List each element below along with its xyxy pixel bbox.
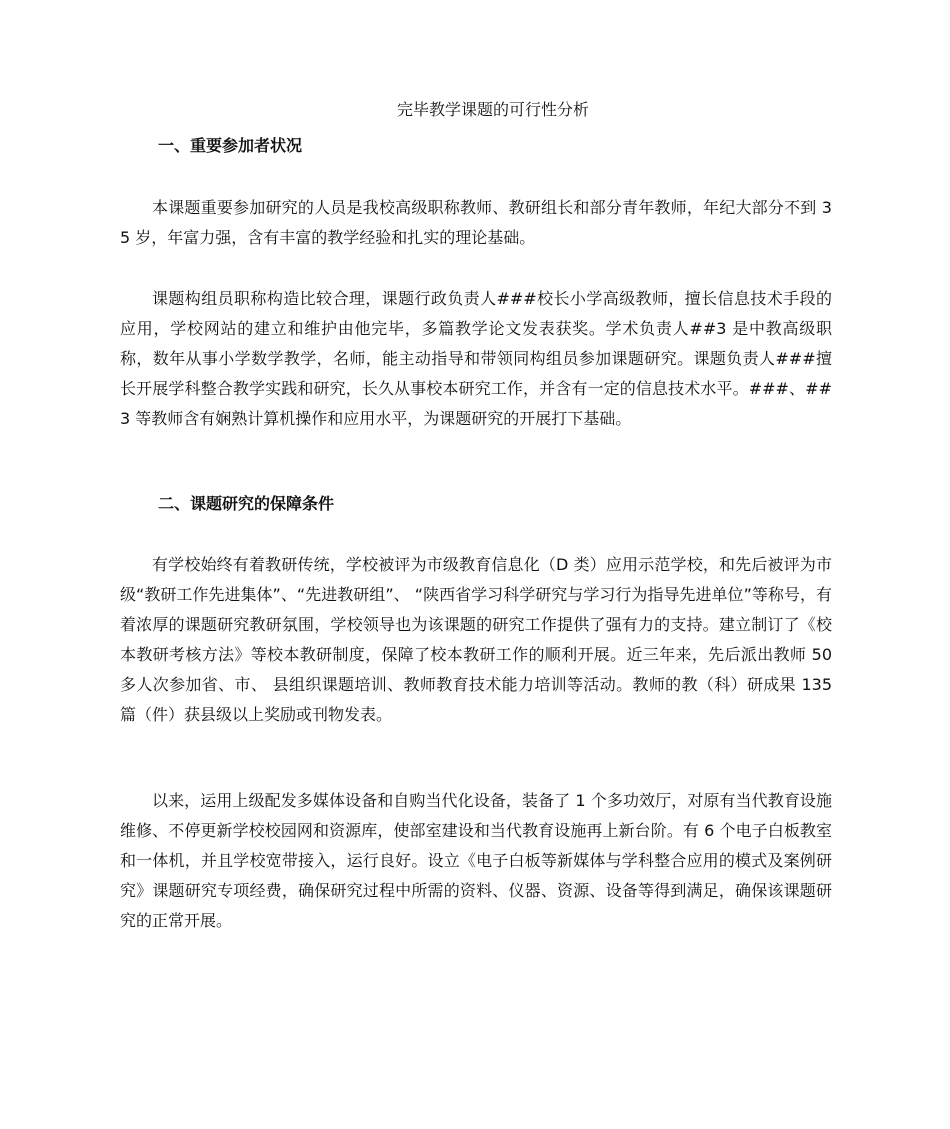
section-heading-participants: 一、重要参加者状况 [158,136,303,155]
paragraph-participants-structure: 课题构组员职称构造比较合理，课题行政负责人###校长小学高级教师，擅长信息技术手段的应用，学校网站的建立和维护由他完毕，多篇教学论文发表获奖。学术负责人##3 是中教高级职称，数年从事小学数学教学，名师，能主动指导和带领同构组员参加课题研究。课题负责人###擅长开展学科整合教学实践和研究，长久从事校本研究工作，并含有一定的信息技术水平。###、##3 等教师含有娴熟计算机操作和应用水平，为课题研究的开展打下基础。 [120,289,832,428]
paragraph-equipment-funding: 以来，运用上级配发多媒体设备和自购当代化设备，装备了 1 个多功效厅，对原有当代教育设施维修、不停更新学校校园网和资源库，使部室建设和当代教育设施再上新台阶。有 6 个电子白板教室和一体机，并且学校宽带接入，运行良好。设立《电子白板等新媒体与学科整合应用的模式及案例研究》课题研究专项经费，确保研究过程中所需的资料、仪器、资源、设备等得到满足，确保该课题研究的正常开展。 [120,791,832,930]
paragraph-participants-overview: 本课题重要参加研究的人员是我校高级职称教师、教研组长和部分青年教师，年纪大部分不到 35 岁，年富力强，含有丰富的教学经验和扎实的理论基础。 [120,198,832,247]
document-title: 完毕教学课题的可行性分析 [396,100,589,119]
paragraph-research-tradition: 有学校始终有着教研传统，学校被评为市级教育信息化（D 类）应用示范学校，和先后被评为市级“教研工作先进集体”、“先进教研组”、 “陕西省学习科学研究与学习行为指导先进单位”等称号，有着浓厚的课题研究教研氛围，学校领导也为该课题的研究工作提供了强有力的支持。建立制订了《校本教研考核方法》等校本教研制度，保障了校本教研工作的顺利开展。近三年来，先后派出教师 50 多人次参加省、市、 县组织课题培训、教师教育技术能力培训等活动。教师的教（科）研成果 135 篇（件）获县级以上奖励或刊物发表。 [120,555,832,724]
section-heading-support-conditions: 二、课题研究的保障条件 [158,494,335,513]
